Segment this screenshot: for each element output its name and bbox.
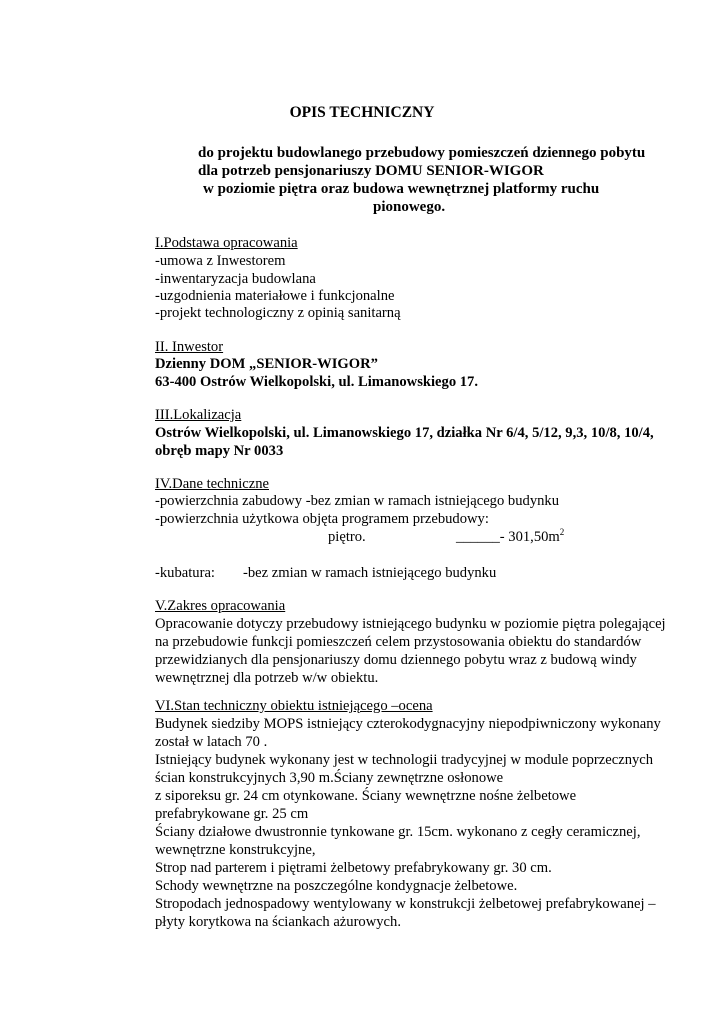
floor-area-number: ______- 301,50m [456,529,560,545]
condition-line: Schody wewnętrzne na poszczególne kondygnacje żelbetowe. [155,878,518,894]
scope-line: Opracowanie dotyczy przebudowy istniejącego budynku w poziomie piętra polegającej [155,616,666,632]
tech-data-line: -powierzchnia użytkowa objęta programem przebudowy: [155,511,489,527]
subtitle-line-2: dla potrzeb pensjonariuszy DOMU SENIOR-WIGOR [198,163,544,179]
investor-address: 63-400 Ostrów Wielkopolski, ul. Limanowskiego 17. [155,374,479,390]
floor-label: piętro. [328,529,366,545]
subtitle-line-4: pionowego. [373,199,446,215]
condition-line: Strop nad parterem i piętrami żelbetowy prefabrykowany gr. 30 cm. [155,860,552,876]
location-line: obręb mapy Nr 0033 [155,443,284,459]
floor-area-unit-sup: 2 [559,527,565,538]
condition-line: Budynek siedziby MOPS istniejący czterokodygnacyjny niepodpiwniczony wykonany [155,716,661,732]
condition-line: prefabrykowane gr. 25 cm [155,806,309,822]
condition-line: Ściany działowe dwustronnie tynkowane gr. 15cm. wykonano z cegły ceramicznej, [155,824,641,840]
condition-line: wewnętrzne konstrukcyjne, [155,842,316,858]
kubatura-value: -bez zmian w ramach istniejącego budynku [243,565,497,581]
kubatura-label: -kubatura: [155,565,215,581]
section-1-item: -projekt technologiczny z opinią sanitarną [155,305,401,321]
section-1-heading: I.Podstawa opracowania [155,235,298,251]
floor-area-value [456,528,564,547]
section-1-item: -uzgodnienia materiałowe i funkcjonalne [155,288,395,304]
document-title: OPIS TECHNICZNY [289,104,435,121]
condition-line: płyty korytkowa na ściankach ażurowych. [155,914,401,930]
condition-line: Istniejący budynek wykonany jest w technologii tradycyjnej w module poprzecznych [155,752,654,768]
scope-line: wewnętrznej dla potrzeb w/w obiektu. [155,670,379,686]
subtitle-line-1: do projektu budowlanego przebudowy pomieszczeń dziennego pobytu [198,145,646,161]
subtitle-line-3: w poziomie piętra oraz budowa wewnętrznej platformy ruchu [203,181,600,197]
section-5-heading: V.Zakres opracowania [155,598,286,614]
section-1-item: -inwentaryzacja budowlana [155,271,316,287]
scope-line: na przebudowie funkcji pomieszczeń celem przystosowania obiektu do standardów [155,634,642,650]
section-1-item: -umowa z Inwestorem [155,253,286,269]
condition-line: został w latach 70 . [155,734,268,750]
section-3-heading: III.Lokalizacja [155,407,242,423]
condition-line: z siporeksu gr. 24 cm otynkowane. Ściany wewnętrzne nośne żelbetowe [155,788,577,804]
location-line: Ostrów Wielkopolski, ul. Limanowskiego 17, działka Nr 6/4, 5/12, 9,3, 10/8, 10/4, [155,425,654,441]
section-4-heading: IV.Dane techniczne [155,476,269,492]
condition-line: ścian konstrukcyjnych 3,90 m.Ściany zewnętrzne osłonowe [155,770,504,786]
section-2-heading: II. Inwestor [155,339,224,355]
section-6-heading: VI.Stan techniczny obiektu istniejącego –ocena [155,698,433,714]
tech-data-line: -powierzchnia zabudowy -bez zmian w ramach istniejącego budynku [155,493,560,509]
investor-name: Dzienny DOM „SENIOR-WIGOR” [155,356,378,372]
condition-line: Stropodach jednospadowy wentylowany w konstrukcji żelbetowej prefabrykowanej – [155,896,656,912]
scope-line: przewidzianych dla pensjonariuszy domu dziennego pobytu wraz z budową windy [155,652,637,668]
